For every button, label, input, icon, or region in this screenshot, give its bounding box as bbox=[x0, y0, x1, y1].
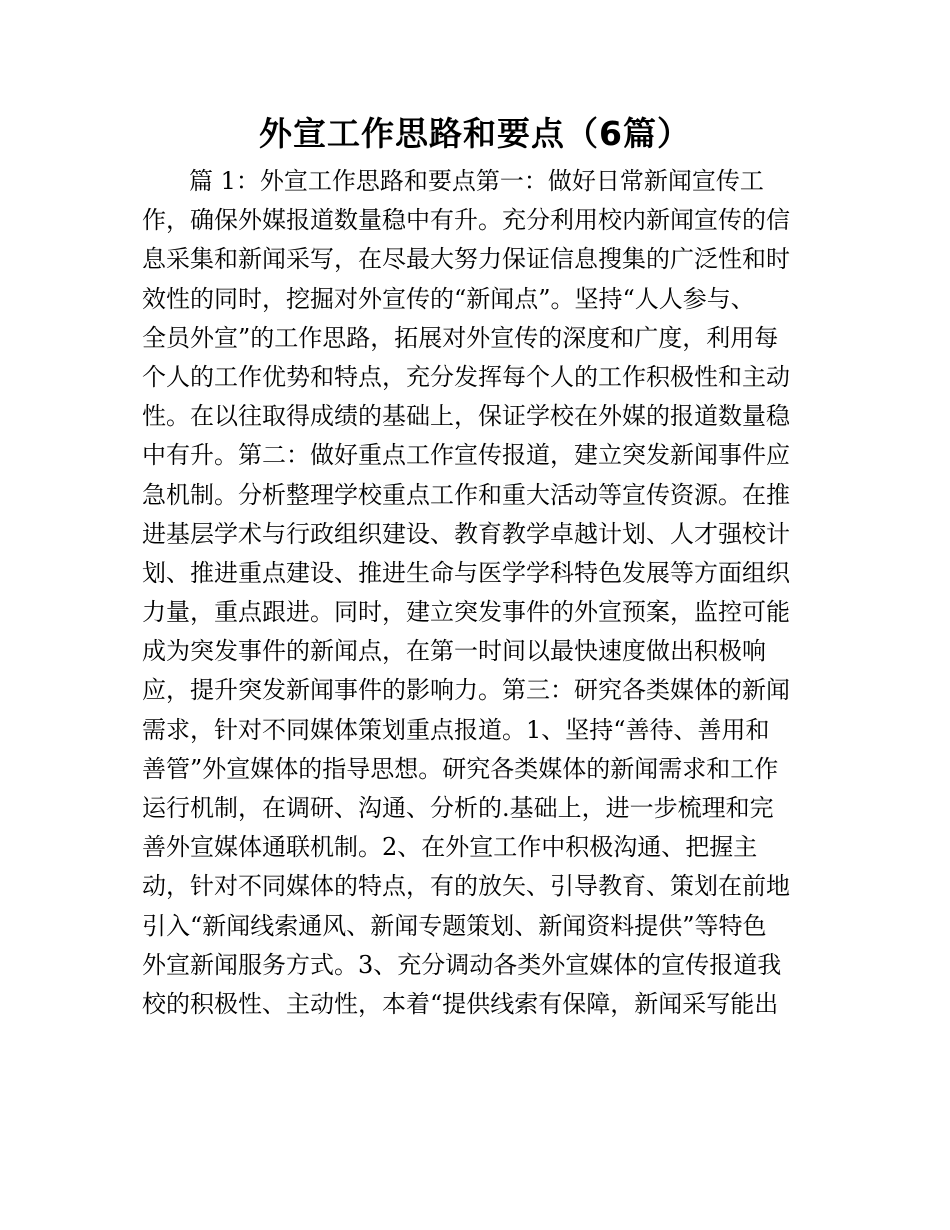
paragraph-line: 性。在以往取得成绩的基础上，保证学校在外媒的报道数量稳 bbox=[142, 402, 790, 431]
paragraph-line: 引入“新闻线索通风、新闻专题策划、新闻资料提供”等特色 bbox=[142, 911, 767, 940]
paragraph-line: 动，针对不同媒体的特点，有的放矢、引导教育、策划在前地 bbox=[142, 872, 790, 901]
paragraph-line: 中有升。第二：做好重点工作宣传报道，建立突发新闻事件应 bbox=[142, 441, 790, 470]
paragraph-line: 划、推进重点建设、推进生命与医学学科特色发展等方面组织 bbox=[142, 558, 790, 587]
paragraph-line: 应，提升突发新闻事件的影响力。第三：研究各类媒体的新闻 bbox=[142, 676, 790, 705]
paragraph-line: 需求，针对不同媒体策划重点报道。1、坚持“善待、善用和 bbox=[142, 715, 770, 744]
paragraph-line: 效性的同时，挖掘对外宣传的“新闻点”。坚持“人人参与、 bbox=[142, 284, 755, 313]
paragraph-line: 息采集和新闻采写，在尽最大努力保证信息搜集的广泛性和时 bbox=[142, 245, 790, 274]
paragraph-line: 善管”外宣媒体的指导思想。研究各类媒体的新闻需求和工作 bbox=[142, 754, 779, 783]
paragraph-line: 全员外宣”的工作思路，拓展对外宣传的深度和广度，利用每 bbox=[142, 323, 779, 352]
paragraph-line: 成为突发事件的新闻点，在第一时间以最快速度做出积极响 bbox=[142, 637, 766, 666]
paragraph-line: 个人的工作优势和特点，充分发挥每个人的工作积极性和主动 bbox=[142, 362, 790, 391]
document-title: 外宣工作思路和要点（6篇） bbox=[259, 114, 691, 153]
paragraph-line: 作，确保外媒报道数量稳中有升。充分利用校内新闻宣传的信 bbox=[142, 206, 790, 235]
paragraph-line: 外宣新闻服务方式。3、充分调动各类外宣媒体的宣传报道我 bbox=[142, 950, 782, 979]
paragraph-line: 力量，重点跟进。同时，建立突发事件的外宣预案，监控可能 bbox=[142, 598, 790, 627]
paragraph-line: 急机制。分析整理学校重点工作和重大活动等宣传资源。在推 bbox=[142, 480, 790, 509]
paragraph-line: 校的积极性、主动性，本着“提供线索有保障，新闻采写能出 bbox=[142, 989, 779, 1018]
paragraph-line: 进基层学术与行政组织建设、教育教学卓越计划、人才强校计 bbox=[142, 519, 790, 548]
paragraph-line: 运行机制，在调研、沟通、分析的.基础上，进一步梳理和完 bbox=[142, 794, 774, 822]
document-body bbox=[142, 162, 822, 1024]
paragraph-line: 善外宣媒体通联机制。2、在外宣工作中积极沟通、把握主 bbox=[142, 833, 758, 862]
paragraph-line: 篇 1：外宣工作思路和要点第一：做好日常新闻宣传工 bbox=[189, 167, 764, 195]
